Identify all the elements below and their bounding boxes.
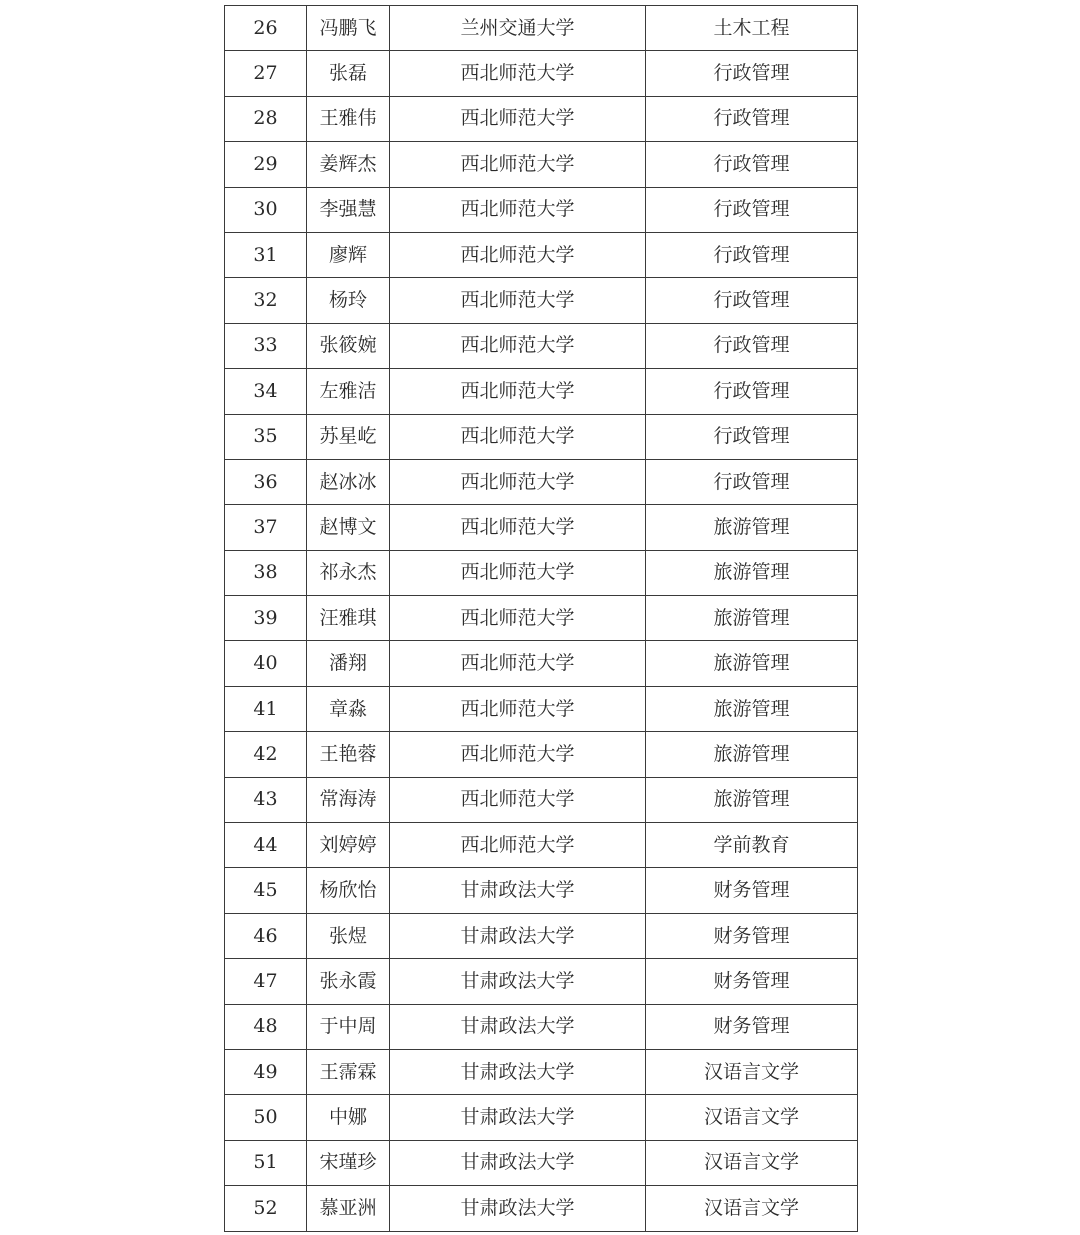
- cell-school: 甘肃政法大学: [390, 868, 646, 913]
- cell-number: 38: [225, 550, 307, 595]
- table-row: [225, 641, 858, 686]
- cell-major: 汉语言文学: [646, 1095, 858, 1140]
- cell-number: 44: [225, 823, 307, 868]
- table-row: [225, 505, 858, 550]
- cell-number: 52: [225, 1186, 307, 1231]
- cell-school: 西北师范大学: [390, 187, 646, 232]
- cell-school: 西北师范大学: [390, 732, 646, 777]
- table-row: [225, 823, 858, 868]
- cell-name: 常海涛: [307, 777, 390, 822]
- cell-number: 30: [225, 187, 307, 232]
- cell-school: 甘肃政法大学: [390, 1049, 646, 1094]
- cell-major: 行政管理: [646, 232, 858, 277]
- cell-name: 宋瑾珍: [307, 1140, 390, 1185]
- cell-name: 左雅洁: [307, 369, 390, 414]
- cell-school: 西北师范大学: [390, 823, 646, 868]
- cell-school: 兰州交通大学: [390, 6, 646, 51]
- cell-name: 杨欣怡: [307, 868, 390, 913]
- cell-number: 32: [225, 278, 307, 323]
- cell-name: 中娜: [307, 1095, 390, 1140]
- cell-name: 汪雅琪: [307, 596, 390, 641]
- cell-school: 甘肃政法大学: [390, 913, 646, 958]
- cell-number: 39: [225, 596, 307, 641]
- cell-name: 慕亚洲: [307, 1186, 390, 1231]
- cell-school: 西北师范大学: [390, 550, 646, 595]
- cell-number: 46: [225, 913, 307, 958]
- cell-major: 土木工程: [646, 6, 858, 51]
- cell-school: 西北师范大学: [390, 686, 646, 731]
- table-row: [225, 550, 858, 595]
- cell-number: 40: [225, 641, 307, 686]
- cell-major: 行政管理: [646, 96, 858, 141]
- cell-major: 行政管理: [646, 187, 858, 232]
- cell-name: 王艳蓉: [307, 732, 390, 777]
- cell-major: 行政管理: [646, 414, 858, 459]
- cell-number: 34: [225, 369, 307, 414]
- cell-number: 33: [225, 323, 307, 368]
- cell-name: 杨玲: [307, 278, 390, 323]
- cell-number: 47: [225, 959, 307, 1004]
- cell-major: 财务管理: [646, 959, 858, 1004]
- cell-name: 王雅伟: [307, 96, 390, 141]
- cell-name: 张筱婉: [307, 323, 390, 368]
- cell-major: 旅游管理: [646, 596, 858, 641]
- cell-school: 甘肃政法大学: [390, 959, 646, 1004]
- cell-major: 行政管理: [646, 369, 858, 414]
- cell-number: 45: [225, 868, 307, 913]
- cell-number: 29: [225, 142, 307, 187]
- cell-name: 张永霞: [307, 959, 390, 1004]
- table-row: [225, 96, 858, 141]
- cell-name: 王霈霖: [307, 1049, 390, 1094]
- cell-major: 财务管理: [646, 1004, 858, 1049]
- cell-major: 学前教育: [646, 823, 858, 868]
- table-row: [225, 51, 858, 96]
- table-row: [225, 1095, 858, 1140]
- cell-name: 张煜: [307, 913, 390, 958]
- cell-school: 西北师范大学: [390, 459, 646, 504]
- cell-number: 31: [225, 232, 307, 277]
- table-row: [225, 187, 858, 232]
- cell-school: 西北师范大学: [390, 596, 646, 641]
- cell-major: 旅游管理: [646, 686, 858, 731]
- cell-major: 行政管理: [646, 459, 858, 504]
- cell-major: 行政管理: [646, 278, 858, 323]
- cell-name: 冯鹏飞: [307, 6, 390, 51]
- cell-school: 西北师范大学: [390, 278, 646, 323]
- cell-school: 西北师范大学: [390, 369, 646, 414]
- roster-table: [224, 5, 858, 1232]
- cell-name: 苏星屹: [307, 414, 390, 459]
- cell-number: 43: [225, 777, 307, 822]
- table-row: [225, 6, 858, 51]
- cell-major: 财务管理: [646, 913, 858, 958]
- cell-number: 27: [225, 51, 307, 96]
- cell-school: 西北师范大学: [390, 51, 646, 96]
- cell-major: 旅游管理: [646, 505, 858, 550]
- table-row: [225, 232, 858, 277]
- cell-number: 26: [225, 6, 307, 51]
- cell-major: 旅游管理: [646, 732, 858, 777]
- table-row: [225, 414, 858, 459]
- cell-number: 35: [225, 414, 307, 459]
- cell-name: 赵博文: [307, 505, 390, 550]
- cell-number: 48: [225, 1004, 307, 1049]
- table-row: [225, 459, 858, 504]
- table-row: [225, 1049, 858, 1094]
- table-row: [225, 596, 858, 641]
- cell-major: 行政管理: [646, 51, 858, 96]
- cell-school: 甘肃政法大学: [390, 1140, 646, 1185]
- table-row: [225, 369, 858, 414]
- cell-number: 36: [225, 459, 307, 504]
- cell-school: 甘肃政法大学: [390, 1186, 646, 1231]
- table-row: [225, 278, 858, 323]
- cell-number: 42: [225, 732, 307, 777]
- cell-name: 李强慧: [307, 187, 390, 232]
- table-row: [225, 1140, 858, 1185]
- roster-table-body: [225, 6, 858, 1232]
- cell-number: 49: [225, 1049, 307, 1094]
- cell-name: 赵冰冰: [307, 459, 390, 504]
- cell-major: 汉语言文学: [646, 1140, 858, 1185]
- cell-number: 28: [225, 96, 307, 141]
- cell-name: 张磊: [307, 51, 390, 96]
- cell-major: 汉语言文学: [646, 1186, 858, 1231]
- cell-name: 章淼: [307, 686, 390, 731]
- cell-number: 37: [225, 505, 307, 550]
- cell-school: 西北师范大学: [390, 414, 646, 459]
- table-row: [225, 777, 858, 822]
- cell-major: 财务管理: [646, 868, 858, 913]
- cell-school: 西北师范大学: [390, 641, 646, 686]
- cell-school: 西北师范大学: [390, 96, 646, 141]
- cell-school: 西北师范大学: [390, 232, 646, 277]
- cell-major: 旅游管理: [646, 641, 858, 686]
- cell-major: 行政管理: [646, 142, 858, 187]
- table-row: [225, 913, 858, 958]
- cell-school: 甘肃政法大学: [390, 1004, 646, 1049]
- cell-number: 41: [225, 686, 307, 731]
- table-row: [225, 868, 858, 913]
- table-row: [225, 1186, 858, 1231]
- cell-name: 潘翔: [307, 641, 390, 686]
- table-row: [225, 686, 858, 731]
- cell-school: 西北师范大学: [390, 505, 646, 550]
- cell-school: 西北师范大学: [390, 323, 646, 368]
- cell-name: 刘婷婷: [307, 823, 390, 868]
- cell-number: 50: [225, 1095, 307, 1140]
- cell-major: 行政管理: [646, 323, 858, 368]
- table-row: [225, 1004, 858, 1049]
- cell-school: 西北师范大学: [390, 142, 646, 187]
- cell-major: 旅游管理: [646, 777, 858, 822]
- table-row: [225, 732, 858, 777]
- table-row: [225, 959, 858, 1004]
- cell-school: 西北师范大学: [390, 777, 646, 822]
- cell-major: 旅游管理: [646, 550, 858, 595]
- table-row: [225, 323, 858, 368]
- cell-major: 汉语言文学: [646, 1049, 858, 1094]
- table-row: [225, 142, 858, 187]
- cell-name: 祁永杰: [307, 550, 390, 595]
- cell-name: 姜辉杰: [307, 142, 390, 187]
- cell-school: 甘肃政法大学: [390, 1095, 646, 1140]
- cell-name: 廖辉: [307, 232, 390, 277]
- cell-name: 于中周: [307, 1004, 390, 1049]
- cell-number: 51: [225, 1140, 307, 1185]
